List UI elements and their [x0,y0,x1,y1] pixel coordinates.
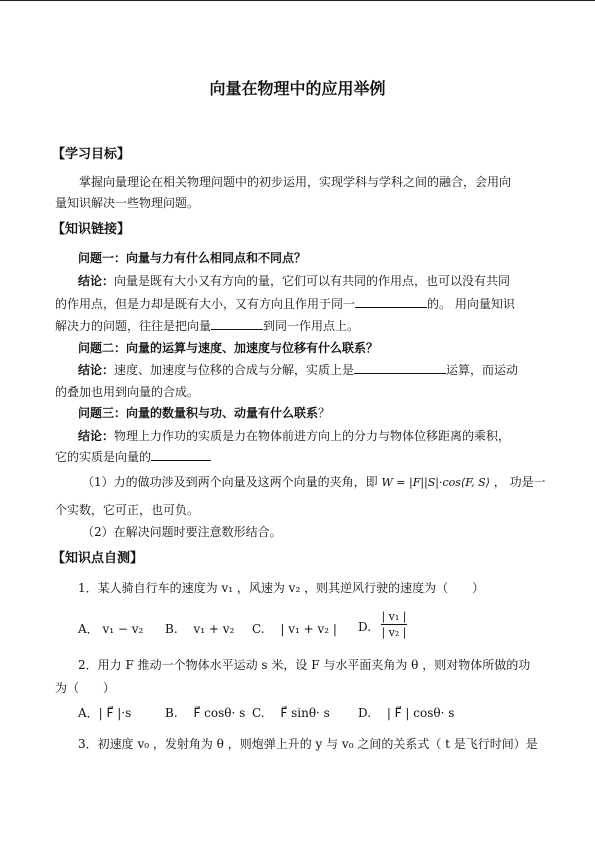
test-2-option-a[interactable]: A．| F⃗ |·s [78,706,132,720]
note-1-a: （1）力的做功涉及到两个向量及这两个向量的夹角，即 [82,475,378,489]
test-1-stem: 1．某人骑自行车的速度为 v₁ ，风速为 v₂ ，则其逆风行驶的速度为（ ） [78,581,485,595]
blank-2[interactable] [211,317,263,330]
q2-line-1b: 运算，而运动 [446,363,519,377]
fraction-bar [381,624,407,625]
q1-line-2a: 的作用点，但是力却是既有大小，又有方向且作用于同一 [55,297,356,311]
blank-4[interactable] [151,448,211,461]
test-2-option-d[interactable]: D. | F⃗ | cosθ· s [358,706,455,720]
blank-1[interactable] [355,295,427,308]
q1-conclusion-label: 结论： [78,274,115,288]
test-2-option-b[interactable]: B. F⃗ cosθ· s [165,706,246,720]
section-selftest-heading: 【知识点自测】 [52,551,144,566]
test-2-stem-2: 为（ ） [55,681,116,695]
test-1-option-a[interactable]: A． v₁ − v₂ [78,622,144,636]
test-3-stem: 3．初速度 v₀ ，发射角为 θ ，则炮弹上升的 y 与 v₀ 之间的关系式（ t 是飞行时间）是 [78,737,538,751]
question-one: 问题一：向量与力有什么相同点和不同点？ [78,251,307,265]
fraction-numerator: | v₁ | [381,610,407,623]
work-formula: W = |F||S|·cos⟨F, S⟩ [381,476,490,489]
section-goals-heading: 【学习目标】 [52,147,131,162]
goals-text-1: 掌握向量理论在相关物理问题中的初步运用，实现学科与学科之间的融合，会用向 [79,175,512,189]
test-1-option-d[interactable]: D. [358,620,372,634]
q1-line-1: 向量是既有大小又有方向的量，它们可以有共同的作用点，也可以没有共同 [114,274,511,288]
q3-line-2: 它的实质是向量的 [55,450,152,464]
goals-text-2: 量知识解决一些物理问题。 [55,196,200,210]
q3-conclusion-label: 结论： [78,429,115,443]
top-rule [0,0,595,1]
q2-line-1a: 速度、加速度与位移的合成与分解，实质上是 [114,363,355,377]
question-two: 问题二：向量的运算与速度、加速度与位移有什么联系？ [78,341,379,355]
test-1-option-d-fraction [381,610,407,639]
q2-line-2: 的叠加也用到向量的合成。 [55,385,200,399]
test-2-stem: 2．用力 F 推动一个物体水平运动 s 米，设 F 与水平面夹角为 θ ，则对物体所做的功 [78,658,531,672]
q3-line-1: 物理上力作功的实质是力在物体前进方向上的分力与物体位移距离的乘积， [114,429,511,443]
q2-conclusion-label: 结论： [78,363,115,377]
note-1-b: ， 功是一 [493,475,546,489]
note-2: （2）在解决问题时要注意数形结合。 [82,525,282,539]
test-1-option-c[interactable]: C. | v₁ + v₂ | [252,622,337,636]
test-2-option-c[interactable]: C. F⃗ sinθ· s [252,706,330,720]
question-three: 问题三：向量的数量积与功、动量有什么联系 [78,406,319,420]
q1-line-3a: 解决力的问题，往往是把向量 [55,319,212,333]
q1-line-3b: 到同一作用点上。 [263,319,360,333]
section-links-heading: 【知识链接】 [52,222,131,237]
fraction-denominator: | v₂ | [381,626,407,639]
blank-3[interactable] [354,361,446,374]
test-1-option-b[interactable]: B. v₁ + v₂ [165,622,235,636]
page-title: 向量在物理中的应用举例 [209,79,386,98]
note-1-c: 个实数，它可正，也可负。 [55,503,200,517]
q3-question-mark: ？ [318,406,331,420]
q1-line-2b: 的。 用向量知识 [427,297,515,311]
